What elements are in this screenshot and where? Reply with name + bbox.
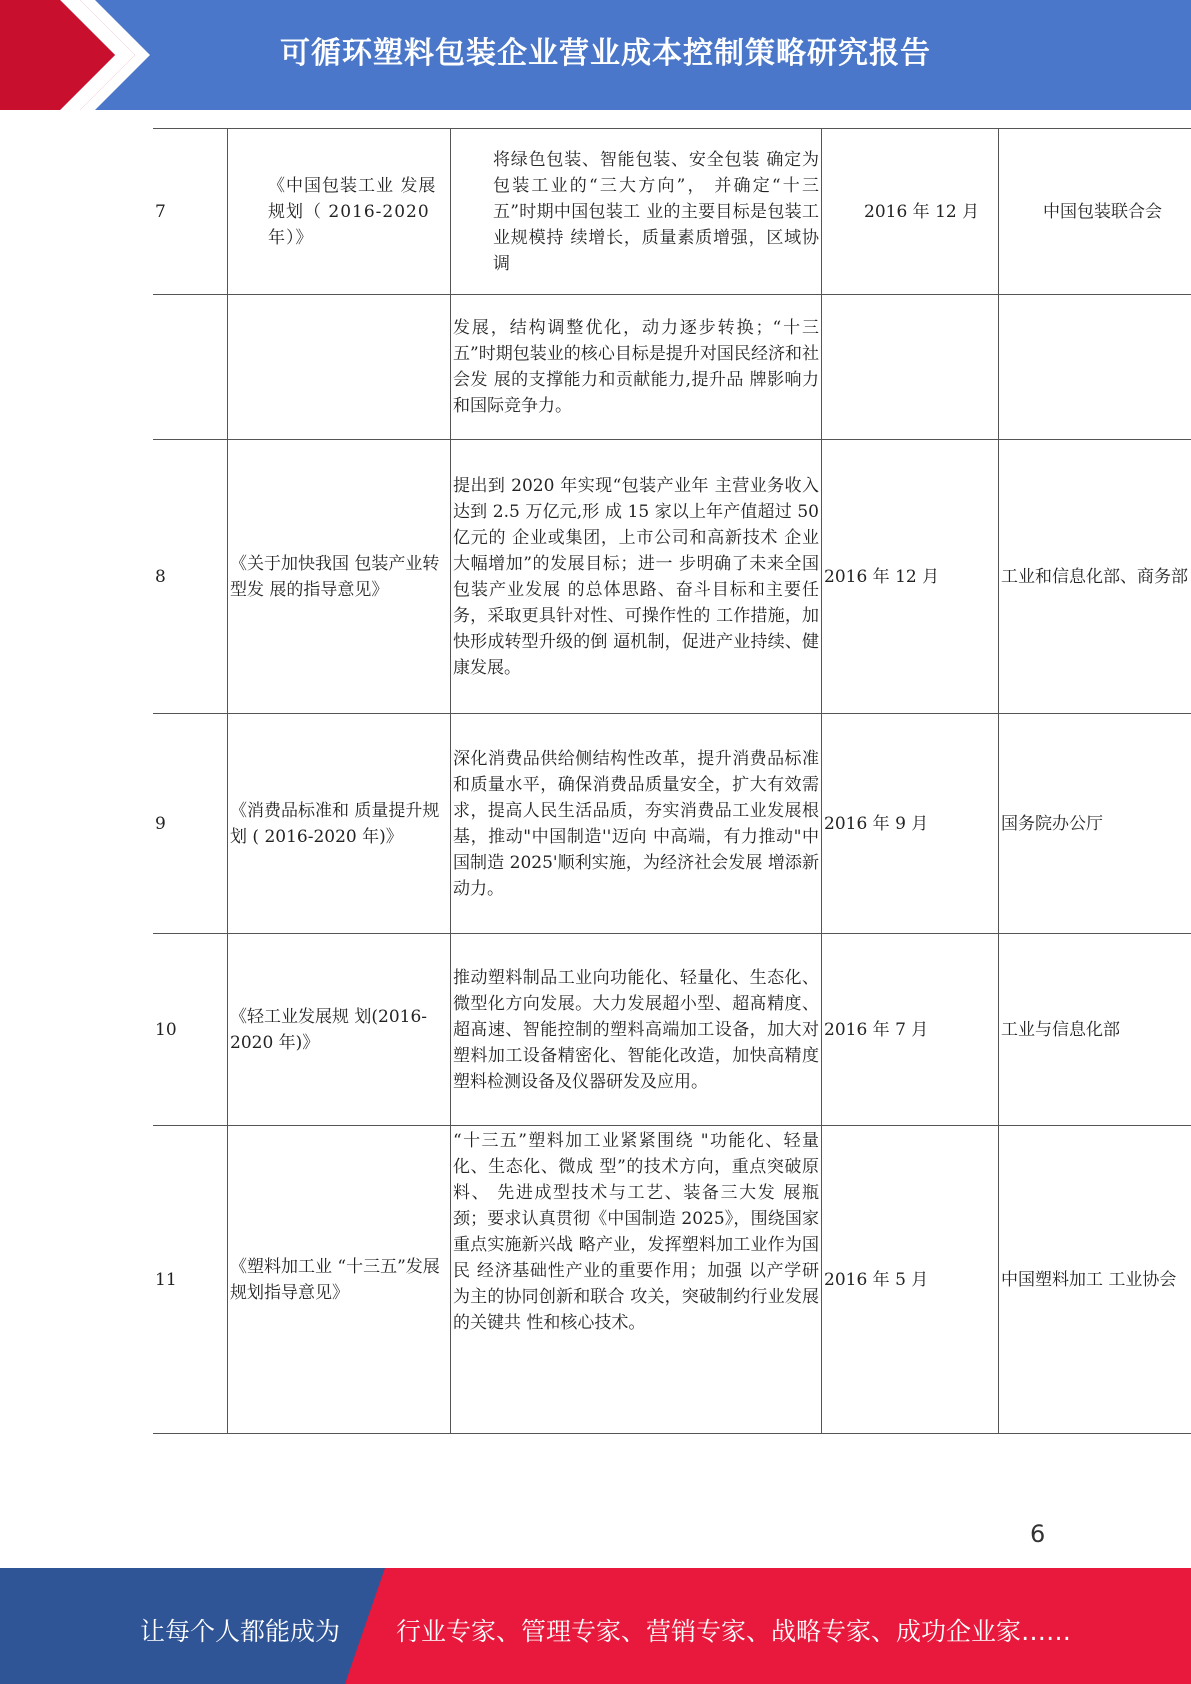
issuing-organization: [999, 129, 1191, 295]
policy-name: 《塑料加工业 “十三五”发展 规划指导意见》: [228, 1126, 451, 1434]
page-footer: [0, 1568, 1191, 1684]
policy-description: 发展，结构调整优化，动力逐步转换；“十三五”时期包装业的核心目标是提升对国民经济和社会发 展的支撑能力和贡献能力,提升品 牌影响力和国际竞争力。: [451, 295, 822, 440]
issuing-organization: 中国塑料加工 工业协会: [999, 1126, 1191, 1434]
row-number: [153, 295, 228, 440]
issuing-organization-text: 中国包装联合会: [1043, 201, 1162, 222]
policy-name: 《轻工业发展规 划(2016-2020 年)》: [228, 934, 451, 1126]
table-row: [153, 129, 1191, 295]
row-number: 8: [153, 440, 228, 714]
issue-date: 2016 年 12 月: [822, 440, 999, 714]
table-row: [153, 1126, 1191, 1434]
footer-slogan-left: 让每个人都能成为: [140, 1617, 341, 1646]
policy-description: “十三五”塑料加工业紧紧围绕 "功能化、轻量化、生态化、微成 型”的技术方向，重点突破原料、 先进成型技术与工艺、装备三大发 展瓶颈；要求认真贯彻《中国制造 2025》，围绕国家重点实施新兴战 略产业，发挥塑料加工业作为国民 经济基础性产业的重要作用；加强 以产学研为主的协同创新和联合 攻关，突破制约行业发展的关键共 性和核心技术。: [451, 1126, 822, 1434]
policy-name-text: 《中国包装工业 发展规划（ 2016-2020 年）》: [268, 175, 437, 248]
page-number: 6: [1030, 1520, 1046, 1548]
row-number: 11: [153, 1126, 228, 1434]
table-row: [153, 440, 1191, 714]
issue-date: 2016 年 7 月: [822, 934, 999, 1126]
policy-description: 提出到 2020 年实现“包装产业年 主营业务收入达到 2.5 万亿元,形 成 15 家以上年产值超过 50 亿元的 企业或集团，上市公司和高新技术 企业大幅增加”的发展目标；进一 步明确了未来全国包装产业发展 的总体思路、奋斗目标和主要任 务，采取更具针对性、可操作性的 工作措施，加快形成转型升级的倒 逼机制，促进产业持续、健康发展。: [451, 440, 822, 714]
policy-name: [228, 129, 451, 295]
footer-slogan-right: 行业专家、管理专家、营销专家、战略专家、成功企业家……: [396, 1617, 1072, 1646]
issue-date: 2016 年 5 月: [822, 1126, 999, 1434]
issue-date: 2016 年 9 月: [822, 714, 999, 934]
row-number: 9: [153, 714, 228, 934]
policy-description-text: 将绿色包装、智能包装、安全包装 确定为包装工业的“三大方向”， 并确定“十三五”时期中国包装工 业的主要目标是包装工业规模持 续增长，质量素质增强，区域协调: [493, 149, 819, 274]
report-title: 可循环塑料包装企业营业成本控制策略研究报告: [280, 36, 931, 71]
table-row: [153, 714, 1191, 934]
policy-name: 《消费品标准和 质量提升规划 ( 2016-2020 年)》: [228, 714, 451, 934]
issuing-organization: 工业与信息化部: [999, 934, 1191, 1126]
table-row: [153, 934, 1191, 1126]
issue-date-text: 2016 年 12 月: [864, 201, 980, 222]
policy-description: 推动塑料制品工业向功能化、轻量化、生态化、微型化方向发展。大力发展超小型、超髙精度、超髙速、智能控制的塑料高端加工设备，加大对塑料加工设备精密化、智能化改造，加快高精度塑料检测设备及仪器研发及应用。: [451, 934, 822, 1126]
policy-description: 深化消费品供给侧结构性改革，提升消费品标准和质量水平，确保消费品质量安全，扩大有效需求，提高人民生活品质，夯实消费品工业发展根基，推动"中国制造''迈向 中高端，有力推动"中国制造 2025'顺利实施，为经济社会发展 增添新动力。: [451, 714, 822, 934]
row-number: 7: [153, 129, 228, 295]
policy-table: [153, 128, 1191, 1434]
issue-date: [822, 295, 999, 440]
policy-name: 《关于加快我国 包装产业转型发 展的指导意见》: [228, 440, 451, 714]
issuing-organization: [999, 295, 1191, 440]
policy-description: [451, 129, 822, 295]
policy-name: [228, 295, 451, 440]
row-number: 10: [153, 934, 228, 1126]
issuing-organization: 工业和信息化部、商务部: [999, 440, 1191, 714]
page-header: [0, 0, 1191, 110]
issue-date: [822, 129, 999, 295]
issuing-organization: 国务院办公厅: [999, 714, 1191, 934]
table-row: [153, 295, 1191, 440]
